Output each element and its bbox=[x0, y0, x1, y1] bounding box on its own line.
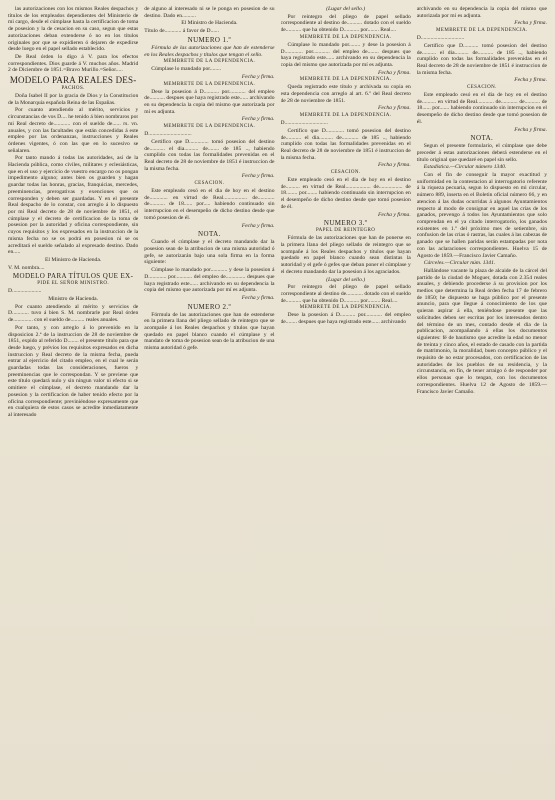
section-heading: Ministro de Hacienda. bbox=[48, 296, 99, 303]
signature-line: Fecha y firma. bbox=[241, 173, 275, 180]
paragraph: Hallándose vacante la plaza de alcaide de la cárcel del partido de la ciudad de Moguer, dotada con 2.354 reales anuales, y debiendo procederse á su provision por los medios que determina la Real órden fecha 17 de febrero de 1850; he dispuesto se haga público por el presente anuncio, para que llegue á conocimiento de los que quieran aspirar á ella, teniéndose presente que las solicitudes deben ser escritas por los interesados dentro del término de un mes, contado desde el dia de la publicacion, acompañando á ellas los documentos siguientes: fé de bautismo que acredite la edad no menor de treinta y cinco años, el estado de casado con la partida de matrimonio, la moralidad, buen concepto público y el requisito de no estar procesados, con certificacion de las autoridades de los pueblos de su residencia, y la circunstancia, en fin, de tener arraigo ó de responder por ellos personas que lo tengan, con los documentos correspondientes. Huelva 12 de Agosto de 1859.—Francisco Javier Camaño. bbox=[416, 267, 547, 395]
paragraph: Por cuanto atendiendo al mérito, servicios y circunstancias de vos D.... he tenido á bien nombraros por mi Real decreto de............ con el sueldo de...... rs. vn. anuales, y con las facultades que están concedidas á este empleo por las ordenanzas, instrucciones y Reales órdenes vigentes, ó con las que en lo sucesivo se señalaren. bbox=[8, 107, 139, 154]
signature-line: Fecha y firma. bbox=[241, 116, 275, 123]
paragraph: Dese la posesion á D........... por............ del empleo de........ despues que haya registrado este...... archivando bbox=[280, 312, 411, 326]
signature-line: Fecha y firma. bbox=[377, 69, 411, 76]
signature-line: Fecha y firma. bbox=[514, 77, 547, 84]
section-heading: MODELO PARA TÍTULOS QUE EX- bbox=[12, 272, 134, 281]
paragraph: Por cuanto atendiendo al mérito y servicios de D............ tuvo á bien S. M. nombrarle por Real órden de.............. con el sueldo de.......... reales anuales. bbox=[8, 303, 139, 324]
section-heading: MEMBRETE DE LA DEPENDENCIA. bbox=[163, 59, 256, 65]
signature-line: Fecha y firma. bbox=[377, 162, 411, 169]
paragraph: Certifico que D............. tomó posesion del destino de........... el dia.......... de............ de 185 .., habiendo cumplido con todas las formalidades prevenidas en el Real decreto de 28 de noviembre de 1851 é instruccion de la misma fecha. bbox=[280, 127, 411, 161]
section-heading: MEMBRETE DE LA DEPENDENCIA. bbox=[299, 77, 392, 83]
text-column-2 bbox=[144, 6, 274, 794]
signature-line: Fecha y firma. bbox=[241, 222, 275, 229]
section-heading: PAPEL DE REINTEGRO bbox=[315, 228, 376, 234]
paragraph: Cúmplase lo mandado por............ y dese la posesion á D............. por............ del empleo de.............. despues que haya registrado este...... archivando en su dependencia la copia del mismo que autorizada por mí es adjunta. bbox=[144, 267, 275, 294]
paragraph: Cuando el cúmplase y el decreto mandando dar la posesion sean de la atribucion de una misma autoridad ó gefe, se autorizarán bajo una sola firma en la forma siguiente: bbox=[144, 239, 275, 266]
paragraph: las autorizaciones con los mismos Reales despachos y títulos de los empleados dependientes del Ministerio de mi cargo, desde el cúmplase hasta la certificacion de toma de posesion y la de cesacion en su caso, segun que estas autorizaciones deban extenderse ó no en los títulos originales por que se expidieren ó dejaren de expedirse desde luego en el papel sellado establecido. bbox=[8, 6, 139, 53]
paragraph: Título de............ á favor de D...... bbox=[144, 28, 219, 35]
section-heading: MEMBRETE DE LA DEPENDENCIA. bbox=[163, 81, 256, 87]
paragraph: Con el fin de conseguir la mayor exactitud y uniformidad en la contestacion al interrogatorio referente á la riqueza pecuaria, segun lo dispuesto en mi circular, número 889, inserta en el Boletin oficial número 66, y en atencion á las dudas ocurridas á algunos Ayuntamientos respecto al modo de consignar en aquel las crias de los ganados, prevengo á todos los Ayuntamientos que solo comprendan en el ya citado interrogatorio, los ganados existentes en 1.º del próximo mes de setiembre, sin confusion de las crias ó rastras, las cuales á las cabezas de ganado que se hallen paridas serán estampadas por nota con las aclaraciones correspondientes. Huelva 15 de Agosto de 1859.—Francisco Javier Camaño. bbox=[416, 172, 547, 259]
paragraph: Cúmplase lo mandado por........ y dese la posesion á D............. por............ del empleo de........ despues que haya registrado este...... archivando en su dependencia la copia del mismo que autorizada por mí es adjunta. bbox=[280, 41, 411, 68]
paragraph: Por tanto mando á todas las autoridades, así de la Hacienda pública, como civiles, militares y eclesiásticas, que en el uso y ejercicio de vuestro encargo no os pongan impedimento alguno; antes bien os guarden y hagan guardar todas las honras, gracias, franquicias, mercedes, preeminencias, prerogativas y exenciones que os corresponden y deben ser guardadas. Y en el presente Real despacho de lo constar, con arreglo á lo dispuesto por mi Real decreto de 28 de noviembre de 1851, el cúmplase y el decreto de certificacion de la toma de posesion por la autoridad y oficina correspondiente, sin cuyos requisitos y los expresados en la instruccion de la misma fecha no se os podrá en posesion ni se os acreditará el sueldo señalado al expresado destino. Dado en..... bbox=[8, 155, 139, 256]
paragraph: D..................... bbox=[8, 288, 42, 295]
paragraph: Cúmplase lo mandado por........ bbox=[151, 66, 222, 73]
section-heading: NUMERO 1.º bbox=[187, 35, 232, 44]
paragraph: Por reintegro del pliego de papel sellado correspondiente al destino de............ dotado con el sueldo de........... que ha obtenido D........... por......... Real.... bbox=[280, 284, 411, 304]
paragraph: Este empleado cesó en el dia de hoy en el destino de............. en virtud de Real................. de............ de........... de 18...... por..... habiendo continuado sin interrupcion en el desempeño de dicho destino desde que tomó posesion de él. bbox=[144, 188, 275, 221]
paragraph: Fórmula de las autorizaciones que han de estenderse en la primera llana del pliego sellado de reintegro que se acompañe á los Reales despachos y títulos que hayan quedado en papel blanco cuando el cúmplase y el mandato de toma de posesion sean de la atribucion de una misma autoridad ó gefe. bbox=[144, 311, 275, 352]
section-heading: MEMBRETE DE LA DEPENDENCIA. bbox=[299, 113, 392, 119]
section-heading: MEMBRETE DE LA DEPENDENCIA. bbox=[436, 28, 528, 34]
section-heading: (Lugar del sello.) bbox=[326, 6, 366, 12]
signature-line: Fecha y firma. bbox=[241, 294, 275, 301]
paragraph: Estadística.—Circular número 1340. bbox=[423, 164, 507, 171]
text-column-4 bbox=[417, 6, 547, 794]
paragraph: Este empleado cesó en el dia de hoy en el destino de.......... en virtud de Real............ de............ de........... de 18...... por....... habiendo continuado sin interrupcion en el desempeño de dicho destino desde que tomó posesion de él. bbox=[416, 92, 547, 125]
paragraph: de alguno al interesado ni se le ponga en posesion de su destino. Dado en.......... bbox=[144, 6, 275, 19]
section-heading: NOTA. bbox=[198, 230, 221, 239]
section-heading: El Ministro de Hacienda. bbox=[181, 20, 238, 27]
section-heading: CESACION. bbox=[194, 181, 225, 187]
paragraph: Este empleado cesó en el dia de hoy en el destino de.......... en virtud de Real.................. de................. de 18........ por........ habiendo continuado sin interrupcion en el desempeño de dicho destino desde que tomó posesion de él. bbox=[280, 177, 411, 210]
section-heading: MEMBRETE DE LA DEPENDENCIA. bbox=[299, 305, 392, 311]
section-heading: MEMBRETE DE LA DEPENDENCIA. bbox=[299, 34, 392, 40]
section-heading: (Lugar del sello.) bbox=[326, 276, 366, 283]
signature-line: Fecha y firma. bbox=[377, 211, 411, 218]
paragraph: Cárceles.—Circular núm. 1341. bbox=[423, 260, 496, 267]
text-column-1 bbox=[8, 6, 138, 794]
paragraph: Certifico que D........... tomó posesion del destino de.......... el dia.......... de........... de 185 .., habiendo cumplido con todas las formalidades prevenidas en el Real decreto de 28 de noviembre de 1851 é instruccion de la misma fecha. bbox=[416, 42, 547, 76]
paragraph: D............................... bbox=[144, 131, 192, 138]
paragraph: Por reintegro del pliego de papel sellado correspondiente al destino de........... dotado con el sueldo de........... que ha obtenido D........... por........ Real.... bbox=[280, 13, 411, 34]
signature-line: Fecha y firma. bbox=[514, 126, 547, 133]
paragraph: Por tanto, y con arreglo á lo prevenido en la disposicion 2.ª de la instruccion de 28 de noviembre de 1851, expido al referido D........ el presente título para que desde luego, y prévios los requisitos expresados en dicha instruccion y Real decreto de la misma fecha, pueda entrar al ejercicio del citado empleo, en el cual le serán guardadas todas las consideraciones, fueros y preeminencias que le correspondan. Y se previene que este título quedará nulo y sin ningun valor ni efecto si se omitiere el cúmplase, el decreto mandando dar la posesion y la certificacion de haber tenido efecto por la oficina correspondiente; previniéndose expresamente que en cualquiera de estos casos se acredite inmediatamente al interesado bbox=[8, 324, 139, 418]
section-heading: NUMERO 3.º bbox=[323, 219, 368, 228]
section-heading: NUMERO 2.º bbox=[187, 302, 232, 311]
section-heading: PACHOS. bbox=[61, 86, 85, 92]
section-heading: MODELO PARA REALES DES- bbox=[9, 75, 137, 86]
paragraph: Queda registrado este título y archivada su copia en esta dependencia con arreglo al art. 6.º del Real decreto de 28 de noviembre de 1851. bbox=[280, 84, 411, 104]
paragraph: Dese la posesion á D........... por............ del empleo de........... despues que haya registrado este...... archivando en su dependencia la copia del mismo que autorizada por mí es adjunta. bbox=[144, 88, 275, 115]
signature-line: Fecha y firma. bbox=[514, 20, 547, 27]
section-heading: CESACION. bbox=[330, 170, 361, 176]
paragraph: Doña Isabel II por la gracia de Dios y la Constitucion de la Monarquía española Reina de las Españas. bbox=[8, 93, 139, 106]
section-heading: CESACION. bbox=[466, 85, 497, 91]
paragraph: De Real órden lo digo á V. para los efectos correspondientes. Dios guarde á V. muchos años. Madrid 2 de Diciembre de 1851.=Bravo Murillo.=Señor..... bbox=[8, 53, 139, 74]
text-column-3 bbox=[281, 6, 411, 794]
signature-line: Fecha y firma. bbox=[377, 105, 411, 112]
paragraph: Segun el presente formulario, el cúmplase que debe preceder á estas autorizaciones deberá estenderse en el título original que quedaré en papel sin sello. bbox=[416, 143, 547, 163]
paragraph: Certifico que D.............. tomó posesion del destino de........... el dia.......... de........ de 185 .., habiendo cumplido con todas las formalidades prevenidas en el Real decreto de 28 de noviembre de 1851 é instruccion de la misma fecha. bbox=[144, 138, 275, 172]
paragraph: archivando en su dependencia la copia del mismo que autorizada por mí es adjunta. bbox=[416, 6, 547, 19]
paragraph: Fórmula de las autorizaciones que han de ponerse en la primera llana del pliego sellado de reintegro que se acompañe á los Reales despachos y títulos que hayan quedado en papel blanco cuando sean distintas la autoridad y el gefe ó gefes que deban poner el cúmplase y el decreto mandando dar la posesion á los agraciados. bbox=[280, 235, 411, 275]
paragraph: Fórmula de las autorizaciones que han de estenderse en los Reales despachos y títulos que tengan el sello. bbox=[144, 44, 275, 58]
section-heading: NOTA. bbox=[470, 134, 494, 143]
paragraph: D............................... bbox=[416, 35, 465, 42]
section-heading: El Ministro de Hacienda. bbox=[45, 256, 102, 263]
signature-line: Fecha y firma. bbox=[241, 73, 275, 80]
paragraph: D............................... bbox=[280, 120, 328, 127]
paragraph: V. M. nombra.... bbox=[8, 264, 45, 271]
section-heading: PIDE EL SEÑOR MINISTRO. bbox=[37, 281, 110, 287]
section-heading: MEMBRETE DE LA DEPENDENCIA. bbox=[163, 124, 256, 130]
